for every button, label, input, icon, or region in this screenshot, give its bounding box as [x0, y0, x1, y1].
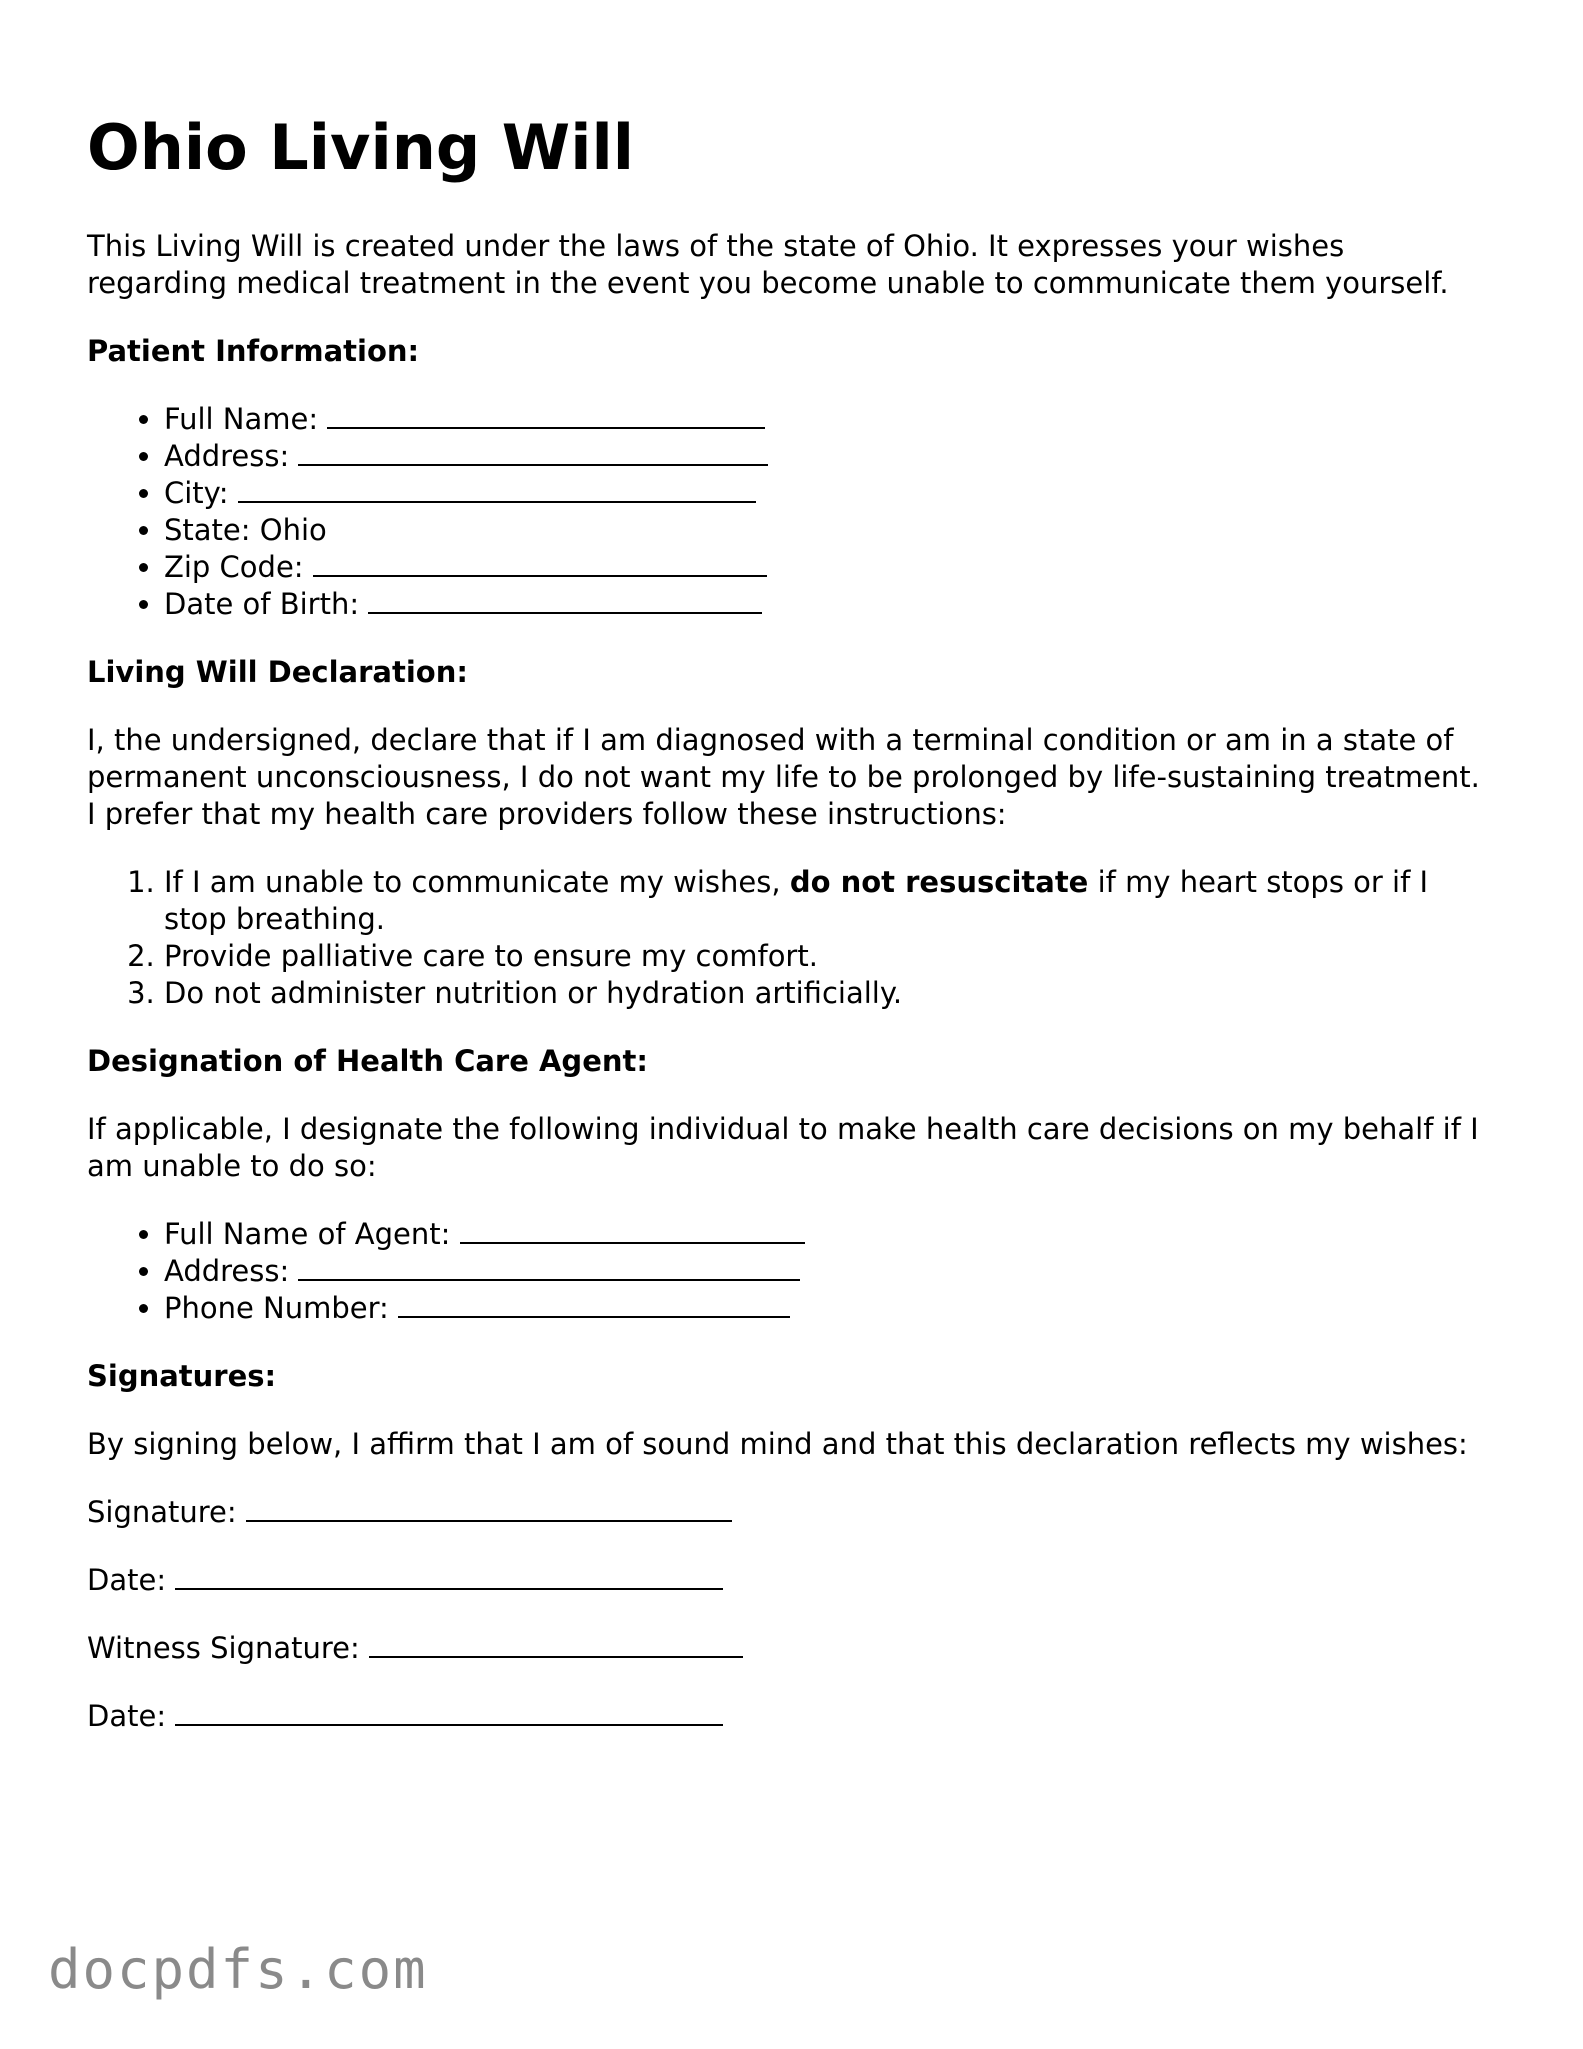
- signature-label: Signature:: [87, 1495, 237, 1529]
- list-item: [164, 401, 1487, 438]
- list-item: [164, 1253, 1487, 1290]
- list-item: [164, 586, 1487, 623]
- patient-info-heading: Patient Information:: [87, 334, 420, 368]
- instructions-list: [87, 864, 1487, 1012]
- signatures-paragraph: By signing below, I affirm that I am of sound mind and that this declaration reflects my wishes:: [87, 1427, 1468, 1461]
- list-item: [164, 475, 1487, 512]
- intro-paragraph: This Living Will is created under the laws of the state of Ohio. It expresses your wishes regarding medical treatment in the event you become unable to communicate them yourself.: [87, 229, 1449, 300]
- instruction-text: if my heart stops or if I stop breathing.: [164, 865, 1429, 936]
- list-item: [164, 864, 1487, 938]
- declaration-paragraph: I, the undersigned, declare that if I am diagnosed with a terminal condition or am in a state of permanent unconsciousness, I do not want my life to be prolonged by life-sustaining treatment. I prefer that my health care providers follow these instructions:: [87, 723, 1480, 831]
- agent-info-list: [87, 1216, 1487, 1327]
- watermark: docpdfs.com: [48, 1938, 428, 2001]
- date-label: Date:: [87, 1563, 167, 1597]
- list-item: [164, 1290, 1487, 1327]
- declaration-heading: Living Will Declaration:: [87, 655, 468, 689]
- zip-label: Zip Code:: [164, 550, 304, 584]
- agent-address-field[interactable]: [298, 1253, 800, 1281]
- agent-paragraph: If applicable, I designate the following individual to make health care decisions on my behalf if I am unable to do so:: [87, 1112, 1479, 1183]
- patient-info-list: [87, 401, 1487, 623]
- date-row-2: [87, 1698, 1487, 1735]
- full-name-field[interactable]: [327, 401, 765, 429]
- dob-label: Date of Birth:: [164, 587, 360, 621]
- dnr-emphasis: do not resuscitate: [789, 865, 1089, 899]
- list-item: 3. Do not administer nutrition or hydration artificially.: [164, 975, 1487, 1012]
- signature-field[interactable]: [246, 1494, 732, 1522]
- document-body: [87, 228, 1487, 1766]
- agent-phone-field[interactable]: [398, 1290, 790, 1318]
- witness-label: Witness Signature:: [87, 1631, 360, 1665]
- city-field[interactable]: [238, 475, 756, 503]
- signatures-heading: Signatures:: [87, 1359, 277, 1393]
- instruction-text: If I am unable to communicate my wishes,: [164, 865, 790, 899]
- list-item: [164, 438, 1487, 475]
- agent-name-field[interactable]: [460, 1216, 805, 1244]
- list-item: 2. Provide palliative care to ensure my comfort.: [164, 938, 1487, 975]
- agent-phone-label: Phone Number:: [164, 1291, 389, 1325]
- state-text: State: Ohio: [164, 513, 327, 547]
- date-field[interactable]: [175, 1562, 723, 1590]
- address-label: Address:: [164, 439, 290, 473]
- list-item: [164, 1216, 1487, 1253]
- zip-field[interactable]: [313, 549, 767, 577]
- document-title: Ohio Living Will: [87, 111, 634, 184]
- list-item: [164, 512, 1487, 549]
- full-name-label: Full Name:: [164, 402, 319, 436]
- date-label-2: Date:: [87, 1699, 167, 1733]
- agent-heading: Designation of Health Care Agent:: [87, 1044, 648, 1078]
- agent-address-label: Address:: [164, 1254, 290, 1288]
- witness-signature-field[interactable]: [369, 1630, 743, 1658]
- list-item: [164, 549, 1487, 586]
- address-field[interactable]: [298, 438, 768, 466]
- signature-row: [87, 1494, 1487, 1531]
- agent-name-label: Full Name of Agent:: [164, 1217, 451, 1251]
- city-label: City:: [164, 476, 229, 510]
- dob-field[interactable]: [368, 586, 762, 614]
- witness-row: [87, 1630, 1487, 1667]
- date-field-2[interactable]: [175, 1698, 723, 1726]
- date-row: [87, 1562, 1487, 1599]
